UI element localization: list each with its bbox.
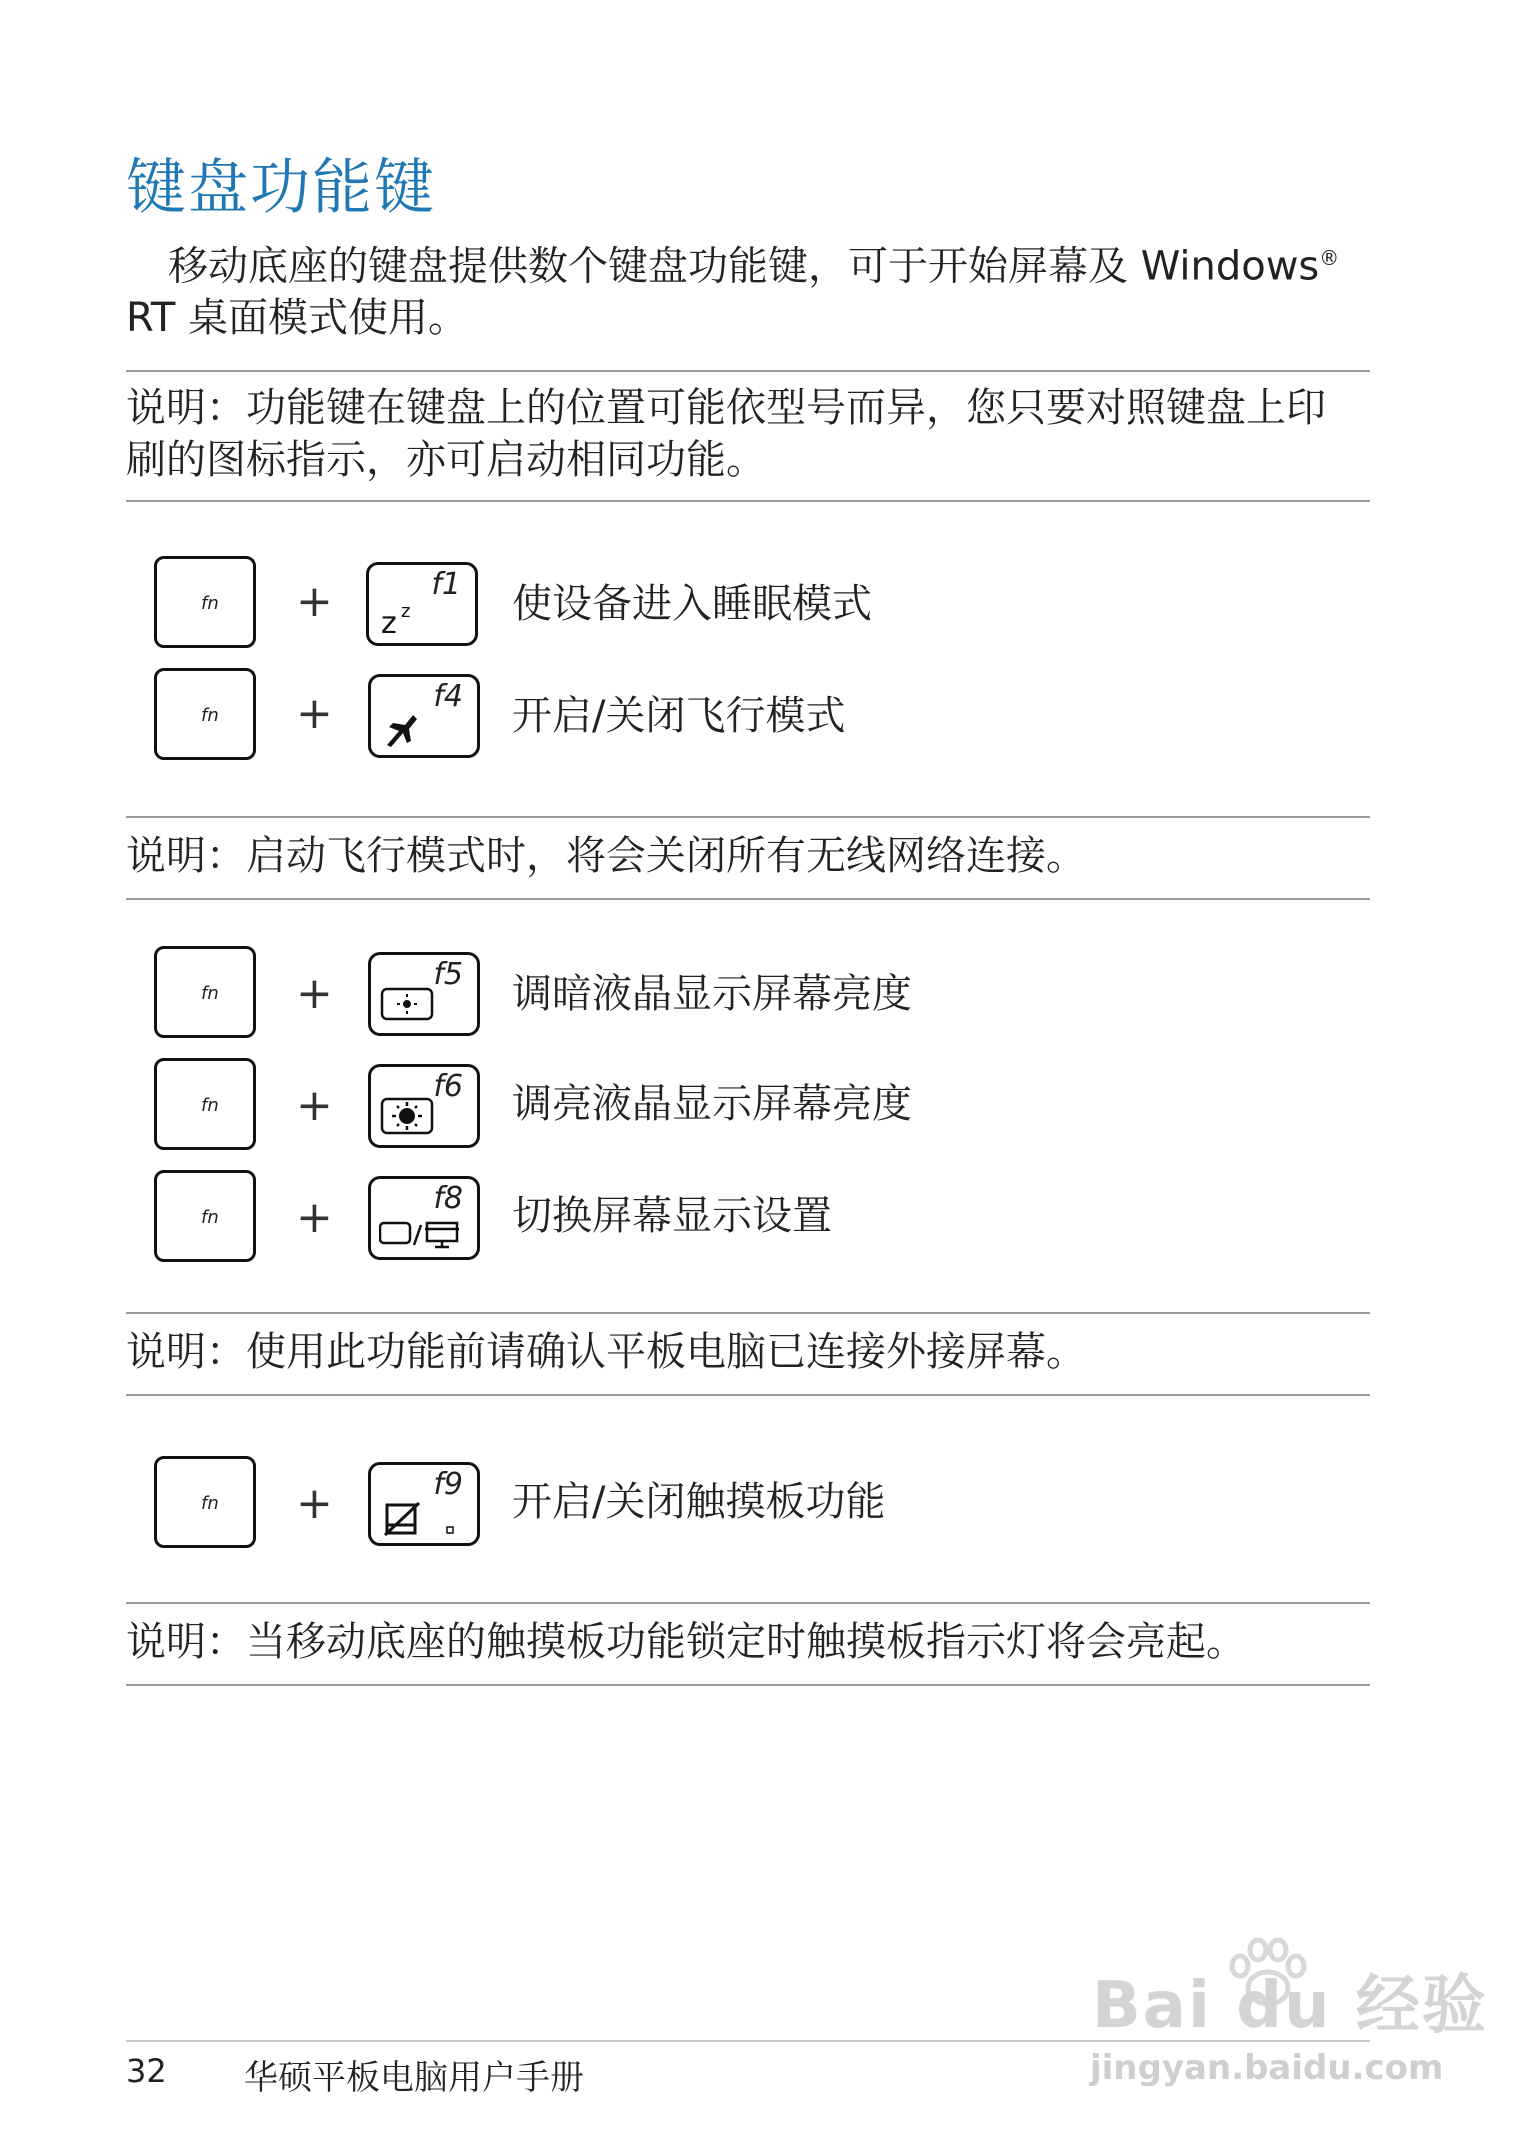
fn-key: fn [154, 1456, 256, 1548]
divider [126, 500, 1370, 502]
fn-key: fn [154, 1058, 256, 1150]
fn-key: fn [154, 668, 256, 760]
plus-sign: + [296, 688, 333, 739]
plus-sign: + [296, 576, 333, 627]
plus-sign: + [296, 1192, 333, 1243]
note-1-line-2: 刷的图标指示，亦可启动相同功能。 [126, 437, 766, 483]
f9-key [368, 1462, 480, 1546]
fn-key: fn [154, 1170, 256, 1262]
f9-description: 开启/关闭触摸板功能 [512, 1479, 886, 1525]
f5-description: 调暗液晶显示屏幕亮度 [512, 971, 912, 1017]
f5-key [368, 952, 480, 1036]
f1-label: f1 [431, 567, 461, 602]
plus-sign: + [296, 1080, 333, 1131]
note-1 [126, 382, 1376, 486]
watermark-logo: Bai du 经验 [1092, 1969, 1488, 2043]
divider [126, 898, 1370, 900]
registered-mark: ® [1319, 246, 1340, 270]
f1-key [366, 562, 478, 646]
f9-label: f9 [433, 1467, 463, 1502]
f6-key [368, 1064, 480, 1148]
svg-text:z: z [381, 606, 397, 639]
f4-label: f4 [433, 679, 463, 714]
fn-key: fn [154, 946, 256, 1038]
note-1-line-1: 说明：功能键在键盘上的位置可能依型号而异，您只要对照键盘上印 [126, 385, 1326, 431]
divider [126, 816, 1370, 818]
page-number: 32 [126, 2052, 167, 2090]
f8-key [368, 1176, 480, 1260]
plus-sign: + [296, 1478, 333, 1529]
note-4: 说明：当移动底座的触摸板功能锁定时触摸板指示灯将会亮起。 [126, 1619, 1246, 1665]
watermark-url: jingyan.baidu.com [1090, 2048, 1444, 2088]
f4-description: 开启/关闭飞行模式 [512, 693, 846, 739]
divider [126, 1684, 1370, 1686]
f1-description: 使设备进入睡眠模式 [512, 581, 872, 627]
f8-description: 切换屏幕显示设置 [512, 1193, 832, 1239]
sleep-icon [377, 589, 427, 639]
f4-key [368, 674, 480, 758]
touchpad-icon [379, 1489, 469, 1545]
svg-text:z: z [401, 601, 411, 622]
brightness-up-icon [379, 1091, 439, 1137]
divider [126, 370, 1370, 372]
note-2: 说明：启动飞行模式时，将会关闭所有无线网络连接。 [126, 833, 1086, 879]
plus-sign: + [296, 968, 333, 1019]
f6-description: 调亮液晶显示屏幕亮度 [512, 1081, 912, 1127]
fn-key: fn [154, 556, 256, 648]
note-3: 说明：使用此功能前请确认平板电脑已连接外接屏幕。 [126, 1329, 1086, 1375]
f8-label: f8 [433, 1181, 463, 1216]
f6-label: f6 [433, 1069, 463, 1104]
divider [126, 1602, 1370, 1604]
intro-paragraph [126, 232, 1376, 344]
display-switch-icon [379, 1203, 459, 1249]
divider [126, 1312, 1370, 1314]
intro-line-2: RT 桌面模式使用。 [126, 295, 469, 342]
page-title: 键盘功能键 [126, 153, 436, 223]
footer-title: 华硕平板电脑用户手册 [244, 2058, 584, 2098]
intro-line-1: 移动底座的键盘提供数个键盘功能键，可于开始屏幕及 Windows [168, 243, 1320, 290]
f5-label: f5 [433, 957, 463, 992]
brightness-down-icon [379, 979, 439, 1025]
divider [126, 1394, 1370, 1396]
airplane-icon [379, 701, 429, 751]
